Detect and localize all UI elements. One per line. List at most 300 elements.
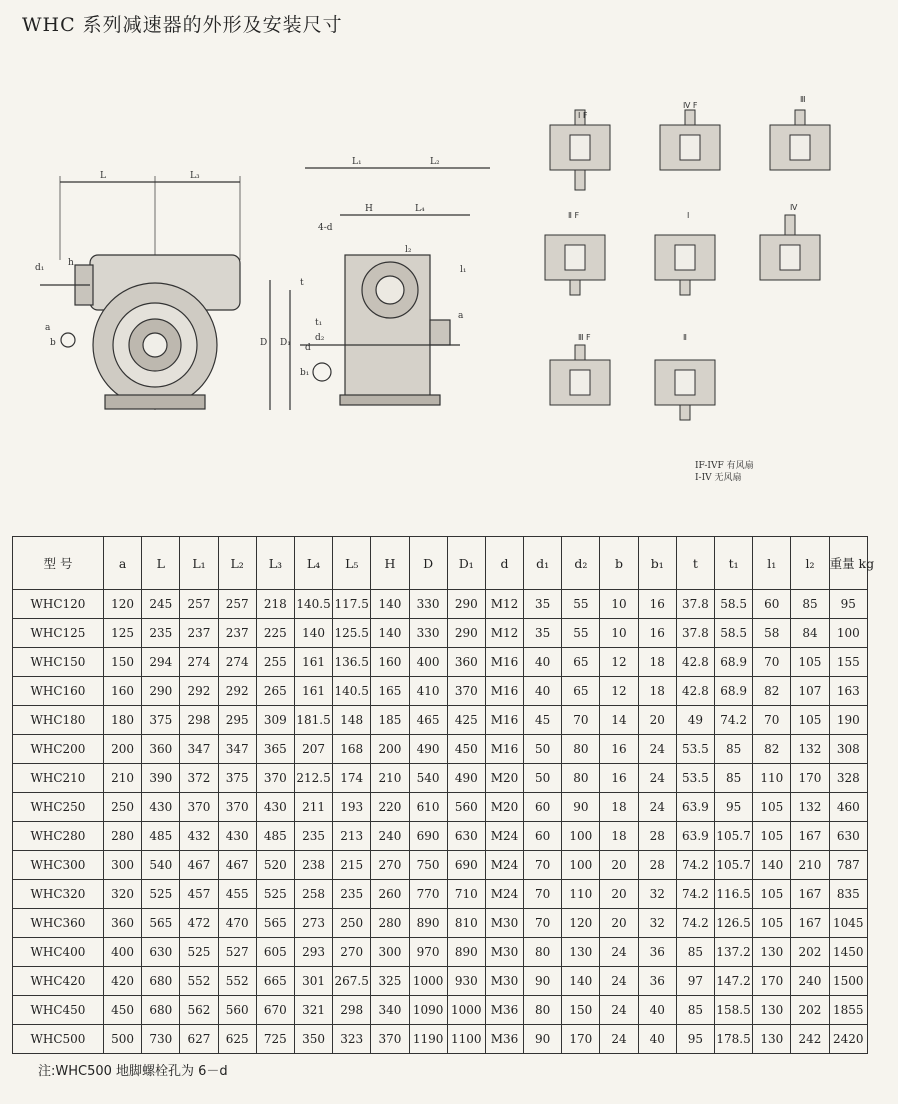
table-cell: 274 bbox=[180, 648, 218, 677]
table-cell: 257 bbox=[218, 590, 256, 619]
model-cell: WHC500 bbox=[13, 1025, 104, 1054]
table-cell: 53.5 bbox=[676, 735, 714, 764]
dimension-table bbox=[12, 536, 875, 1046]
assembly-label: Ⅳ bbox=[790, 203, 798, 212]
table-cell: 560 bbox=[218, 996, 256, 1025]
table-cell: 242 bbox=[791, 1025, 829, 1054]
table-cell: 147.2 bbox=[715, 967, 753, 996]
table-cell: 74.2 bbox=[715, 706, 753, 735]
column-header: d₂ bbox=[562, 537, 600, 590]
table-cell: M24 bbox=[485, 880, 523, 909]
table-cell: 58 bbox=[753, 619, 791, 648]
table-cell: 290 bbox=[447, 619, 485, 648]
table-row bbox=[13, 677, 868, 706]
table-cell: 40 bbox=[524, 677, 562, 706]
svg-text:t: t bbox=[300, 278, 304, 288]
table-cell: 390 bbox=[142, 764, 180, 793]
table-cell: 58.5 bbox=[715, 590, 753, 619]
table-cell: 235 bbox=[142, 619, 180, 648]
table-cell: 132 bbox=[791, 793, 829, 822]
table-cell: 190 bbox=[829, 706, 867, 735]
table-cell: 295 bbox=[218, 706, 256, 735]
table-cell: 375 bbox=[142, 706, 180, 735]
model-cell: WHC160 bbox=[13, 677, 104, 706]
table-cell: 400 bbox=[409, 648, 447, 677]
footnote: 注:WHC500 地脚螺栓孔为 6－d bbox=[38, 1064, 228, 1079]
table-cell: 890 bbox=[447, 938, 485, 967]
table-row bbox=[13, 909, 868, 938]
table-cell: 730 bbox=[142, 1025, 180, 1054]
table-cell: 787 bbox=[829, 851, 867, 880]
table-cell: 85 bbox=[676, 938, 714, 967]
table-cell: 225 bbox=[256, 619, 294, 648]
table-cell: 540 bbox=[142, 851, 180, 880]
table-cell: 1000 bbox=[447, 996, 485, 1025]
table-cell: 460 bbox=[829, 793, 867, 822]
table-cell: 430 bbox=[256, 793, 294, 822]
table-cell: M20 bbox=[485, 764, 523, 793]
table-row bbox=[13, 648, 868, 677]
table-cell: 158.5 bbox=[715, 996, 753, 1025]
table-cell: 97 bbox=[676, 967, 714, 996]
table-cell: 16 bbox=[600, 735, 638, 764]
table-cell: 450 bbox=[447, 735, 485, 764]
table-cell: M16 bbox=[485, 677, 523, 706]
table-cell: 258 bbox=[294, 880, 332, 909]
table-cell: 37.8 bbox=[676, 619, 714, 648]
table-cell: 430 bbox=[218, 822, 256, 851]
table-cell: 167 bbox=[791, 909, 829, 938]
table-cell: 294 bbox=[142, 648, 180, 677]
table-cell: 110 bbox=[562, 880, 600, 909]
table-cell: 300 bbox=[371, 938, 409, 967]
table-cell: 235 bbox=[294, 822, 332, 851]
table-cell: 565 bbox=[142, 909, 180, 938]
table-cell: 20 bbox=[600, 909, 638, 938]
column-header: L₂ bbox=[218, 537, 256, 590]
table-cell: 210 bbox=[371, 764, 409, 793]
table-cell: 292 bbox=[218, 677, 256, 706]
svg-text:l₂: l₂ bbox=[405, 245, 412, 255]
table-cell: 18 bbox=[600, 793, 638, 822]
table-cell: 202 bbox=[791, 938, 829, 967]
table-cell: 273 bbox=[294, 909, 332, 938]
svg-text:D: D bbox=[260, 338, 268, 348]
table-cell: 20 bbox=[638, 706, 676, 735]
table-row bbox=[13, 967, 868, 996]
svg-text:a: a bbox=[458, 311, 464, 321]
table-cell: 163 bbox=[829, 677, 867, 706]
model-cell: WHC125 bbox=[13, 619, 104, 648]
table-cell: 160 bbox=[104, 677, 142, 706]
table-cell: 14 bbox=[600, 706, 638, 735]
table-cell: 167 bbox=[791, 822, 829, 851]
table-cell: 42.8 bbox=[676, 677, 714, 706]
table-cell: 520 bbox=[256, 851, 294, 880]
table-cell: 130 bbox=[562, 938, 600, 967]
table-cell: 80 bbox=[562, 735, 600, 764]
table-cell: 237 bbox=[180, 619, 218, 648]
table-cell: 200 bbox=[104, 735, 142, 764]
table-cell: 85 bbox=[676, 996, 714, 1025]
table-cell: 60 bbox=[753, 590, 791, 619]
table-cell: 280 bbox=[371, 909, 409, 938]
table-cell: M30 bbox=[485, 967, 523, 996]
table-cell: 85 bbox=[715, 764, 753, 793]
table-cell: 470 bbox=[218, 909, 256, 938]
table-cell: 490 bbox=[447, 764, 485, 793]
table-cell: 160 bbox=[371, 648, 409, 677]
table-cell: 185 bbox=[371, 706, 409, 735]
table-cell: 140 bbox=[562, 967, 600, 996]
table-cell: 80 bbox=[524, 938, 562, 967]
table-cell: 70 bbox=[524, 880, 562, 909]
table-cell: 220 bbox=[371, 793, 409, 822]
table-cell: M16 bbox=[485, 735, 523, 764]
table-row bbox=[13, 851, 868, 880]
table-cell: 970 bbox=[409, 938, 447, 967]
table-cell: 148 bbox=[333, 706, 371, 735]
table-cell: 298 bbox=[180, 706, 218, 735]
model-cell: WHC180 bbox=[13, 706, 104, 735]
model-cell: WHC150 bbox=[13, 648, 104, 677]
table-cell: 24 bbox=[600, 938, 638, 967]
table-cell: 18 bbox=[638, 677, 676, 706]
table-cell: 202 bbox=[791, 996, 829, 1025]
table-cell: 10 bbox=[600, 619, 638, 648]
table-cell: 95 bbox=[829, 590, 867, 619]
table-cell: 82 bbox=[753, 735, 791, 764]
table-cell: 290 bbox=[142, 677, 180, 706]
table-cell: 552 bbox=[180, 967, 218, 996]
table-cell: 627 bbox=[180, 1025, 218, 1054]
table-cell: 90 bbox=[524, 1025, 562, 1054]
column-header: l₂ bbox=[791, 537, 829, 590]
table-cell: 370 bbox=[371, 1025, 409, 1054]
table-cell: 60 bbox=[524, 793, 562, 822]
table-cell: 63.9 bbox=[676, 793, 714, 822]
table-cell: 430 bbox=[142, 793, 180, 822]
table-cell: 360 bbox=[142, 735, 180, 764]
table-cell: 85 bbox=[791, 590, 829, 619]
table-cell: 125.5 bbox=[333, 619, 371, 648]
table-cell: 82 bbox=[753, 677, 791, 706]
svg-text:4-d: 4-d bbox=[318, 223, 333, 233]
table-cell: 605 bbox=[256, 938, 294, 967]
table-cell: 18 bbox=[600, 822, 638, 851]
column-header: b bbox=[600, 537, 638, 590]
table-cell: 467 bbox=[180, 851, 218, 880]
table-cell: 1090 bbox=[409, 996, 447, 1025]
table-cell: 472 bbox=[180, 909, 218, 938]
table-cell: 170 bbox=[791, 764, 829, 793]
table-cell: 140 bbox=[371, 619, 409, 648]
table-cell: 565 bbox=[256, 909, 294, 938]
svg-text:b: b bbox=[50, 338, 56, 348]
table-cell: 105 bbox=[791, 648, 829, 677]
table-cell: 70 bbox=[524, 851, 562, 880]
table-cell: 250 bbox=[104, 793, 142, 822]
table-cell: 16 bbox=[638, 619, 676, 648]
table-cell: 215 bbox=[333, 851, 371, 880]
table-cell: 60 bbox=[524, 822, 562, 851]
table-cell: 105 bbox=[753, 880, 791, 909]
table-cell: 237 bbox=[218, 619, 256, 648]
table-cell: 120 bbox=[104, 590, 142, 619]
table-cell: 370 bbox=[447, 677, 485, 706]
table-row bbox=[13, 880, 868, 909]
table-cell: 10 bbox=[600, 590, 638, 619]
table-cell: 155 bbox=[829, 648, 867, 677]
table-cell: 68.9 bbox=[715, 677, 753, 706]
column-header: D bbox=[409, 537, 447, 590]
table-cell: 105 bbox=[791, 706, 829, 735]
table-cell: 55 bbox=[562, 619, 600, 648]
assembly-legend bbox=[695, 460, 754, 484]
table-cell: 120 bbox=[562, 909, 600, 938]
table-cell: 670 bbox=[256, 996, 294, 1025]
table-cell: 40 bbox=[638, 1025, 676, 1054]
table-cell: 328 bbox=[829, 764, 867, 793]
table-cell: 90 bbox=[524, 967, 562, 996]
column-header: a bbox=[104, 537, 142, 590]
table-cell: 432 bbox=[180, 822, 218, 851]
table-cell: 725 bbox=[256, 1025, 294, 1054]
column-header: L₃ bbox=[256, 537, 294, 590]
svg-text:h: h bbox=[68, 258, 74, 268]
model-cell: WHC250 bbox=[13, 793, 104, 822]
table-cell: 321 bbox=[294, 996, 332, 1025]
table-cell: 105 bbox=[753, 909, 791, 938]
model-cell: WHC120 bbox=[13, 590, 104, 619]
model-cell: WHC280 bbox=[13, 822, 104, 851]
table-cell: 150 bbox=[562, 996, 600, 1025]
table-cell: 50 bbox=[524, 764, 562, 793]
table-cell: 168 bbox=[333, 735, 371, 764]
svg-text:L₁: L₁ bbox=[352, 157, 362, 167]
table-cell: 360 bbox=[104, 909, 142, 938]
table-cell: 178.5 bbox=[715, 1025, 753, 1054]
table-cell: 130 bbox=[753, 938, 791, 967]
assembly-type-icons bbox=[545, 110, 830, 420]
svg-text:L₄: L₄ bbox=[415, 204, 425, 214]
table-cell: 130 bbox=[753, 1025, 791, 1054]
table-cell: 105.7 bbox=[715, 822, 753, 851]
column-header: t₁ bbox=[715, 537, 753, 590]
table-cell: 74.2 bbox=[676, 880, 714, 909]
table-cell: 500 bbox=[104, 1025, 142, 1054]
table-cell: 890 bbox=[409, 909, 447, 938]
model-cell: WHC420 bbox=[13, 967, 104, 996]
table-cell: 2420 bbox=[829, 1025, 867, 1054]
table-cell: 309 bbox=[256, 706, 294, 735]
table-cell: 36 bbox=[638, 967, 676, 996]
table-cell: 53.5 bbox=[676, 764, 714, 793]
svg-text:d₂: d₂ bbox=[315, 333, 325, 343]
table-cell: 280 bbox=[104, 822, 142, 851]
table-cell: 465 bbox=[409, 706, 447, 735]
table-cell: 18 bbox=[638, 648, 676, 677]
table-cell: 255 bbox=[256, 648, 294, 677]
table-cell: 136.5 bbox=[333, 648, 371, 677]
table-cell: 170 bbox=[562, 1025, 600, 1054]
table-cell: 42.8 bbox=[676, 648, 714, 677]
table-cell: 20 bbox=[600, 880, 638, 909]
table-cell: 213 bbox=[333, 822, 371, 851]
table-cell: 710 bbox=[447, 880, 485, 909]
table-cell: 770 bbox=[409, 880, 447, 909]
table-cell: 540 bbox=[409, 764, 447, 793]
table-cell: M24 bbox=[485, 851, 523, 880]
table-cell: 270 bbox=[333, 938, 371, 967]
table-cell: 610 bbox=[409, 793, 447, 822]
table-row bbox=[13, 793, 868, 822]
table-cell: 372 bbox=[180, 764, 218, 793]
table-cell: 68.9 bbox=[715, 648, 753, 677]
column-header: L bbox=[142, 537, 180, 590]
table-cell: 105.7 bbox=[715, 851, 753, 880]
column-header: d₁ bbox=[524, 537, 562, 590]
table-cell: 810 bbox=[447, 909, 485, 938]
assembly-label: Ⅳ F bbox=[683, 101, 698, 110]
table-cell: 292 bbox=[180, 677, 218, 706]
table-cell: M24 bbox=[485, 822, 523, 851]
table-cell: 330 bbox=[409, 619, 447, 648]
table-cell: 125 bbox=[104, 619, 142, 648]
column-header: L₅ bbox=[333, 537, 371, 590]
table-cell: 1500 bbox=[829, 967, 867, 996]
table-cell: 116.5 bbox=[715, 880, 753, 909]
table-cell: 267.5 bbox=[333, 967, 371, 996]
table-cell: 370 bbox=[218, 793, 256, 822]
table-cell: M20 bbox=[485, 793, 523, 822]
table-cell: 290 bbox=[447, 590, 485, 619]
table-cell: 1000 bbox=[409, 967, 447, 996]
table-cell: M30 bbox=[485, 938, 523, 967]
table-cell: 85 bbox=[715, 735, 753, 764]
table-cell: 270 bbox=[371, 851, 409, 880]
table-cell: 210 bbox=[791, 851, 829, 880]
table-cell: 630 bbox=[142, 938, 180, 967]
table-cell: 1100 bbox=[447, 1025, 485, 1054]
table-cell: 100 bbox=[562, 851, 600, 880]
column-header: t bbox=[676, 537, 714, 590]
table-cell: 250 bbox=[333, 909, 371, 938]
table-cell: 525 bbox=[256, 880, 294, 909]
svg-text:t₁: t₁ bbox=[315, 318, 323, 328]
table-cell: 274 bbox=[218, 648, 256, 677]
table-cell: 490 bbox=[409, 735, 447, 764]
gear-reducer-drawings bbox=[0, 0, 898, 520]
table-cell: 690 bbox=[447, 851, 485, 880]
table-cell: M36 bbox=[485, 996, 523, 1025]
table-cell: 35 bbox=[524, 590, 562, 619]
table-row bbox=[13, 822, 868, 851]
table-cell: M12 bbox=[485, 590, 523, 619]
table-cell: 375 bbox=[218, 764, 256, 793]
table-cell: 360 bbox=[447, 648, 485, 677]
legend-line: I-IV 无风扇 bbox=[695, 473, 742, 483]
model-cell: WHC320 bbox=[13, 880, 104, 909]
assembly-label: Ⅲ F bbox=[578, 333, 591, 342]
table-cell: 70 bbox=[562, 706, 600, 735]
table-cell: 485 bbox=[142, 822, 180, 851]
table-row bbox=[13, 590, 868, 619]
table-cell: 12 bbox=[600, 677, 638, 706]
table-cell: 24 bbox=[600, 967, 638, 996]
table-cell: 370 bbox=[256, 764, 294, 793]
table-cell: 16 bbox=[638, 590, 676, 619]
table-cell: 193 bbox=[333, 793, 371, 822]
table-cell: 140 bbox=[371, 590, 409, 619]
table-cell: 100 bbox=[829, 619, 867, 648]
svg-text:l₁: l₁ bbox=[460, 265, 467, 275]
table-cell: 40 bbox=[638, 996, 676, 1025]
table-cell: M12 bbox=[485, 619, 523, 648]
table-cell: 350 bbox=[294, 1025, 332, 1054]
column-header: L₁ bbox=[180, 537, 218, 590]
table-row bbox=[13, 735, 868, 764]
table-cell: 630 bbox=[829, 822, 867, 851]
table-cell: 525 bbox=[142, 880, 180, 909]
table-cell: 32 bbox=[638, 909, 676, 938]
table-cell: M36 bbox=[485, 1025, 523, 1054]
table-cell: 20 bbox=[600, 851, 638, 880]
table-row bbox=[13, 996, 868, 1025]
table-cell: 80 bbox=[524, 996, 562, 1025]
table-cell: 37.8 bbox=[676, 590, 714, 619]
table-cell: 340 bbox=[371, 996, 409, 1025]
table-cell: 95 bbox=[676, 1025, 714, 1054]
assembly-label: Ⅱ bbox=[683, 333, 687, 342]
table-row bbox=[13, 764, 868, 793]
table-cell: M16 bbox=[485, 648, 523, 677]
table-cell: 298 bbox=[333, 996, 371, 1025]
table-cell: 665 bbox=[256, 967, 294, 996]
table-cell: 1450 bbox=[829, 938, 867, 967]
table-cell: 80 bbox=[562, 764, 600, 793]
column-header: 型 号 bbox=[13, 537, 104, 590]
page-title: WHC 系列减速器的外形及安装尺寸 bbox=[22, 14, 343, 36]
table-cell: 40 bbox=[524, 648, 562, 677]
table-cell: 70 bbox=[753, 648, 791, 677]
table-cell: 690 bbox=[409, 822, 447, 851]
model-cell: WHC450 bbox=[13, 996, 104, 1025]
table-cell: 400 bbox=[104, 938, 142, 967]
table-cell: 150 bbox=[104, 648, 142, 677]
table-row bbox=[13, 1025, 868, 1054]
table-cell: 140 bbox=[753, 851, 791, 880]
table-cell: 55 bbox=[562, 590, 600, 619]
svg-text:d: d bbox=[305, 343, 311, 353]
table-cell: 161 bbox=[294, 677, 332, 706]
table-cell: 36 bbox=[638, 938, 676, 967]
column-header: b₁ bbox=[638, 537, 676, 590]
table-cell: 680 bbox=[142, 996, 180, 1025]
table-cell: 457 bbox=[180, 880, 218, 909]
table-cell: 562 bbox=[180, 996, 218, 1025]
assembly-label: I bbox=[687, 211, 690, 220]
table-cell: 200 bbox=[371, 735, 409, 764]
table-cell: 238 bbox=[294, 851, 332, 880]
column-header: H bbox=[371, 537, 409, 590]
table-cell: 211 bbox=[294, 793, 332, 822]
table-cell: 32 bbox=[638, 880, 676, 909]
table-cell: 107 bbox=[791, 677, 829, 706]
table-cell: 100 bbox=[562, 822, 600, 851]
table-cell: 126.5 bbox=[715, 909, 753, 938]
table-cell: 132 bbox=[791, 735, 829, 764]
